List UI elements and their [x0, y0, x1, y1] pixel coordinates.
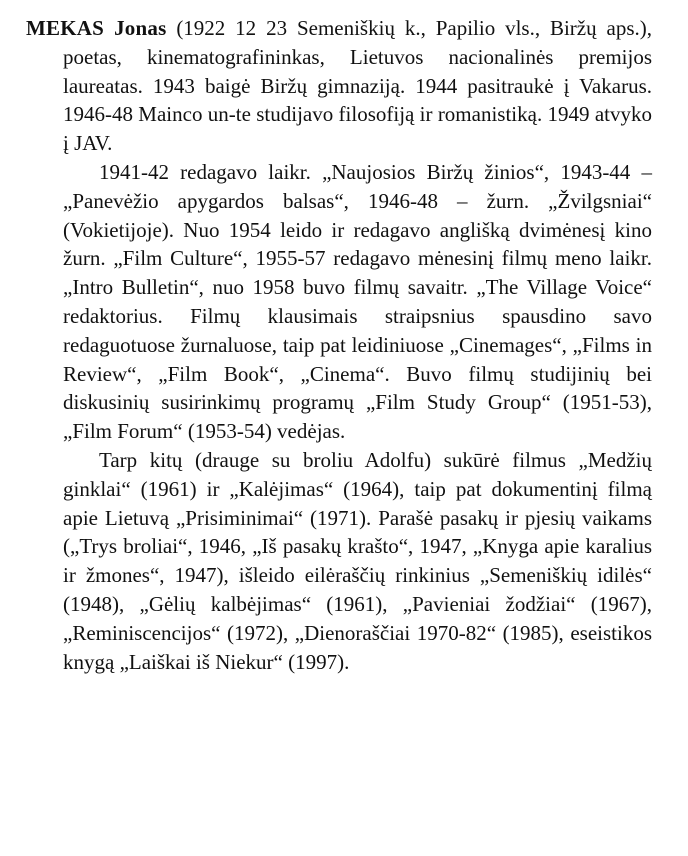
entry-paragraph-editorial-work — [26, 158, 652, 446]
entry-paragraph-films-and-books — [26, 446, 652, 676]
entry-headword: MEKAS Jonas — [26, 16, 167, 40]
encyclopedia-entry — [26, 14, 652, 676]
paragraph-text: 1941-42 redagavo laikr. „Naujosios Biržų žinios“, 1943-44 – „Panevėžio apygardos balsas“, 1946-48 – žurn. „Žvilgsniai“ (Vokietijoje). Nuo 1954 leido ir redagavo anglišką dvimėnesį kino žurn. „Film Culture“, 1955-57 redagavo mėnesinį filmų meno laikr. „Intro Bulletin“, nuo 1958 buvo filmų savaitr. „The Village Voice“ redaktorius. Filmų klausimais straipsnius spausdino savo redaguotuose žurnaluose, taip pat leidiniuose „Cinemages“, „Films in Review“, „Film Book“, „Cinema“. Buvo filmų studijinių bei diskusinių susirinkimų programų „Film Study Group“ (1951-53), „Film Forum“ (1953-54) vedėjas. — [63, 159, 652, 444]
entry-paragraph-biography — [26, 14, 652, 158]
paragraph-text: (1922 12 23 Semeniškių k., Papilio vls., Biržų aps.), poetas, kinematografininkas, Lietuvos nacionalinės premijos laureatas. 1943 baigė Biržų gimnaziją. 1944 pasitraukė į Vakarus. 1946-48 Mainco un-te studijavo filosofiją ir romanistiką. 1949 atvyko į JAV. — [63, 16, 652, 156]
paragraph-text: Tarp kitų (drauge su broliu Adolfu) sukūrė filmus „Medžių ginklai“ (1961) ir „Kalėjimas“ (1964), taip pat dokumentinį filmą apie Lietuvą „Prisiminimai“ (1971). Parašė pasakų ir pjesių vaikams („Trys broliai“, 1946, „Iš pasakų krašto“, 1947, „Knyga apie karalius ir žmones“, 1947), išleido eilėraščių rinkinius „Semeniškių idilės“ (1948), „Gėlių kalbėjimas“ (1961), „Pavieniai žodžiai“ (1967), „Reminiscencijos“ (1972), „Dienoraščiai 1970-82“ (1985), eseistikos knygą „Laiškai iš Niekur“ (1997). — [63, 447, 652, 674]
